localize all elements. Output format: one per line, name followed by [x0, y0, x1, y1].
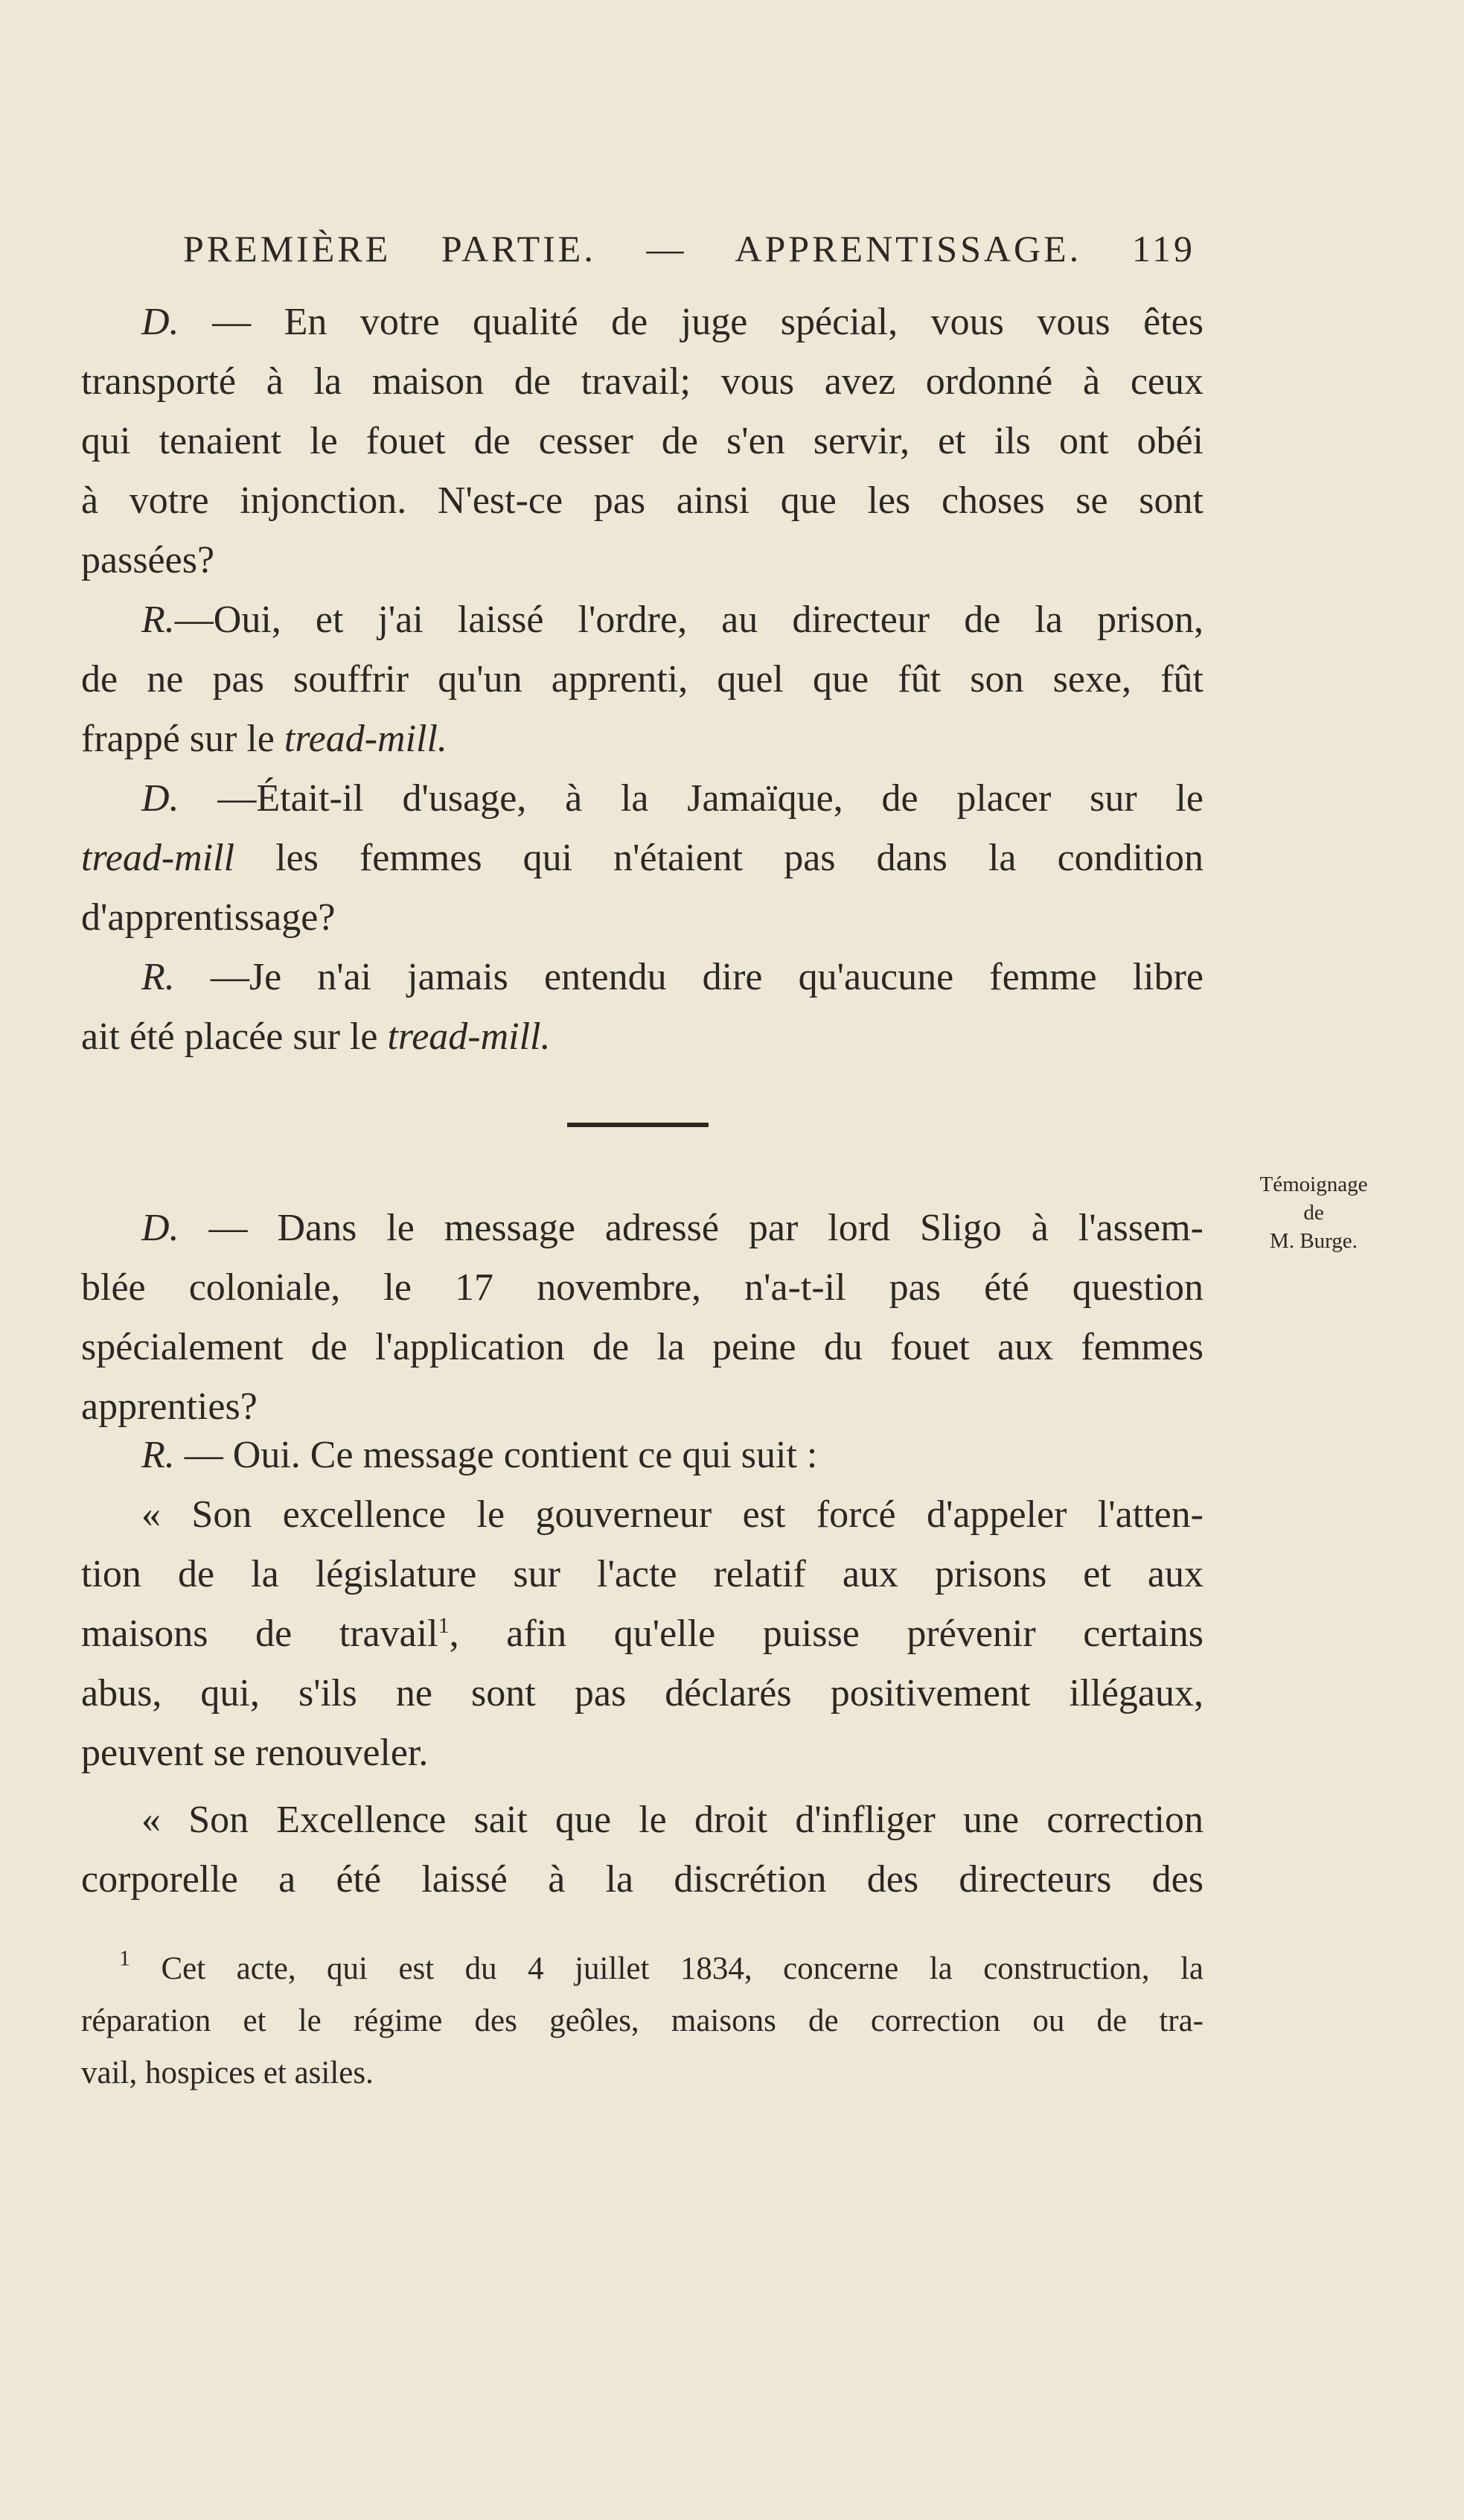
- footnote-line: vail, hospices et asiles.: [81, 2055, 374, 2090]
- footnote-line: [119, 1943, 1204, 1995]
- line-text: — En votre qualité de juge spécial, vous vous êtes: [179, 301, 1204, 343]
- text-line: transporté à la maison de travail; vous avez ordonné à ceux: [81, 360, 1204, 403]
- text-line: blée coloniale, le 17 novembre, n'a-t-il pas été question: [81, 1266, 1204, 1309]
- text-line: à votre injonction. N'est-ce pas ainsi que les choses se sont: [81, 479, 1204, 522]
- text-line: spécialement de l'application de la peine du fouet aux femmes: [81, 1326, 1204, 1368]
- text-line: [141, 590, 1204, 650]
- text-line: passées?: [81, 539, 215, 581]
- line-text: —Oui, et j'ai laissé l'ordre, au directeur de la prison,: [174, 599, 1204, 641]
- speaker-label: D.: [141, 301, 179, 343]
- line-text: frappé sur le: [81, 718, 284, 760]
- marginal-line: Témoignage: [1259, 1173, 1368, 1196]
- speaker-label: R.: [141, 599, 175, 641]
- marginal-line: M. Burge.: [1270, 1229, 1358, 1253]
- text-line: peuvent se renouveler.: [81, 1732, 429, 1774]
- footnote-ref: 1: [438, 1613, 450, 1638]
- text-line: [81, 1604, 1204, 1664]
- text-line: [81, 829, 1204, 888]
- text-line: [141, 293, 1204, 352]
- line-text: maisons de travail: [81, 1613, 438, 1655]
- text-line: qui tenaient le fouet de cesser de s'en servir, et ils ont obéi: [81, 420, 1204, 462]
- italic-term: tread-mill.: [284, 718, 447, 760]
- speaker-label: D.: [141, 1207, 179, 1249]
- section-separator: [567, 1123, 709, 1127]
- italic-term: tread-mill.: [387, 1015, 551, 1058]
- text-line: [141, 769, 1204, 829]
- text-line: de ne pas souffrir qu'un apprenti, quel que fût son sexe, fût: [81, 658, 1204, 701]
- text-line: [81, 1007, 1204, 1067]
- line-text: — Dans le message adressé par lord Sligo à l'assem-: [179, 1207, 1204, 1249]
- text-line: [141, 1426, 1204, 1485]
- footnote-line: réparation et le régime des geôles, maisons de correction ou de tra-: [81, 2003, 1204, 2038]
- text-line: abus, qui, s'ils ne sont pas déclarés positivement illégaux,: [81, 1672, 1204, 1714]
- line-text: —Était-il d'usage, à la Jamaïque, de placer sur le: [179, 777, 1204, 820]
- text-line: « Son Excellence sait que le droit d'infliger une correction: [141, 1799, 1204, 1841]
- line-text: , afin qu'elle puisse prévenir certains: [449, 1613, 1204, 1655]
- italic-term: tread-mill: [81, 837, 235, 879]
- running-header: PREMIÈRE PARTIE. — APPRENTISSAGE. 119: [183, 228, 1195, 269]
- speaker-label: R.: [141, 1434, 175, 1476]
- text-line: apprenties?: [81, 1385, 258, 1428]
- text-line: [141, 1199, 1204, 1258]
- text-line: [81, 709, 1204, 769]
- text-line: « Son excellence le gouverneur est forcé d'appeler l'atten-: [141, 1493, 1204, 1536]
- line-text: ait été placée sur le: [81, 1015, 388, 1058]
- text-line: corporelle a été laissé à la discrétion des directeurs des: [81, 1858, 1204, 1901]
- marginal-line: de: [1303, 1201, 1324, 1225]
- line-text: —Je n'ai jamais entendu dire qu'aucune femme libre: [174, 956, 1204, 998]
- speaker-label: R.: [141, 956, 175, 998]
- line-text: — Oui. Ce message contient ce qui suit :: [174, 1434, 818, 1476]
- footnote-marker: 1: [119, 1946, 130, 1971]
- line-text: les femmes qui n'étaient pas dans la condition: [234, 837, 1204, 879]
- speaker-label: D.: [141, 777, 179, 820]
- text-line: d'apprentissage?: [81, 896, 336, 939]
- text-line: [141, 948, 1204, 1007]
- footnote-text: Cet acte, qui est du 4 juillet 1834, concerne la construction, la: [161, 1951, 1204, 1986]
- text-line: tion de la législature sur l'acte relatif aux prisons et aux: [81, 1553, 1204, 1595]
- marginal-note: [1236, 1170, 1392, 1255]
